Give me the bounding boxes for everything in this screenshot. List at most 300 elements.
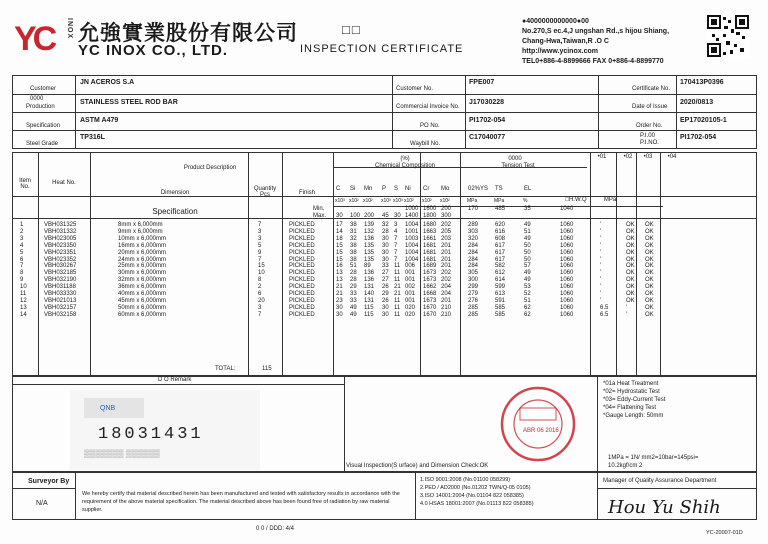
table-cell-hw: 1060 bbox=[560, 242, 574, 249]
table-cell-qty: 7 bbox=[258, 256, 262, 263]
form-code: YC-20007-01D bbox=[706, 530, 743, 536]
grade-label: Steel Grade bbox=[26, 141, 59, 147]
table-cell-si: 33 bbox=[350, 297, 357, 304]
table-cell-k: ' bbox=[600, 235, 602, 242]
unit-header: MPa bbox=[467, 198, 478, 204]
table-cell-ts: 599 bbox=[495, 284, 506, 291]
product-description-header: Product Description bbox=[183, 165, 237, 171]
qr-code-icon bbox=[706, 14, 750, 58]
table-cell-hw: 1060 bbox=[560, 249, 574, 256]
table-column-rule bbox=[38, 152, 39, 376]
notes: *01a Heat Treatment *02= Hydrostatic Test *03= Eddy-Current Test *04= Flattening Test *Gauge Length: 50mm bbox=[603, 381, 666, 419]
table-cell-k: ' bbox=[600, 277, 602, 284]
table-cell-c: 14 bbox=[336, 228, 343, 235]
table-cell-finish: PICKLED bbox=[289, 270, 315, 277]
order-no-value: EP17020105-1 bbox=[680, 117, 727, 124]
table-cell-el: 53 bbox=[524, 284, 531, 291]
table-cell-no: 5 bbox=[20, 249, 24, 256]
table-cell-el: 51 bbox=[524, 228, 531, 235]
table-cell-ys: 300 bbox=[468, 277, 479, 284]
table-cell-ni: 002 bbox=[405, 284, 416, 291]
table-cell-ys: 284 bbox=[468, 256, 479, 263]
table-cell-hw: 1060 bbox=[560, 222, 574, 228]
unit-header: x10² bbox=[349, 198, 359, 204]
card-text: ▒▒▒▒▒▒▒ ▒▒▒▒▒▒ bbox=[84, 449, 160, 458]
table-cell-ni: 006 bbox=[405, 263, 416, 270]
table-cell-z: OK bbox=[645, 263, 654, 270]
table-cell-ys: 284 bbox=[468, 242, 479, 249]
company-logo: YC bbox=[14, 20, 54, 58]
table-cell-qty: 9 bbox=[258, 249, 262, 256]
table-cell-r: OK bbox=[626, 263, 635, 270]
table-cell-cr: 1663 bbox=[423, 228, 437, 235]
table-cell-cr: 1668 bbox=[423, 291, 437, 297]
production-value: STAINLESS STEEL ROD BAR bbox=[80, 99, 178, 106]
waybill-label: Waybill No. bbox=[410, 141, 441, 147]
table-cell-p: 26 bbox=[382, 297, 389, 304]
table-cell-p: 30 bbox=[382, 304, 389, 311]
table-cell-hw: 1060 bbox=[560, 263, 574, 270]
test-code-header: •01 bbox=[597, 154, 607, 160]
table-cell-no: 1 bbox=[20, 222, 24, 228]
table-column-rule bbox=[590, 152, 591, 376]
card-number: 18031431 bbox=[98, 425, 204, 444]
tension-code: 0000 bbox=[508, 156, 522, 162]
table-cell-finish: PICKLED bbox=[289, 222, 315, 228]
spec-min-value: 1600 bbox=[423, 206, 437, 212]
table-cell-qty: 7 bbox=[258, 222, 262, 228]
table-cell-ys: 303 bbox=[468, 228, 479, 235]
tension-test-header: Tension Test bbox=[501, 163, 535, 169]
dimension-header: Dimension bbox=[160, 190, 190, 196]
table-cell-mo: 203 bbox=[441, 235, 452, 242]
table-cell-s: 7 bbox=[394, 256, 398, 263]
element-header: Mn bbox=[364, 186, 373, 192]
table-cell-hw: 1060 bbox=[560, 284, 574, 291]
company-address: ●4000000000000●00 No.270,S ec.4,J ungshan Rd.,s hijou Shiang, Chang-Hwa,Taiwan,R .O C http://www.ycinox.com TEL0+886-4-8899666 FAX 0+886-4-8899770 bbox=[522, 18, 670, 65]
table-cell-heat: VBH031325 bbox=[44, 222, 77, 228]
table-cell-ni: 1004 bbox=[405, 222, 419, 228]
table-cell-ni: 001 bbox=[405, 277, 416, 284]
table-cell-mo: 201 bbox=[441, 263, 452, 270]
table-cell-dim: 25mm x 6,000mm bbox=[118, 263, 167, 270]
table-cell-ni: 1004 bbox=[405, 249, 419, 256]
table-cell-mn: 136 bbox=[364, 235, 375, 242]
table-cell-z: OK bbox=[645, 291, 654, 297]
table-cell-dim: 30mm x 6,000mm bbox=[118, 270, 167, 277]
spec-max-value: 30 bbox=[336, 213, 343, 219]
table-cell-hw: 1060 bbox=[560, 235, 574, 242]
table-cell-k: ' bbox=[600, 242, 602, 249]
table-column-rule bbox=[90, 152, 91, 376]
table-cell-cr: 1661 bbox=[423, 235, 437, 242]
table-cell-dim: 36mm x 6,000mm bbox=[118, 284, 167, 291]
table-cell-c: 18 bbox=[336, 235, 343, 242]
table-cell-dim: 10mm x 6,000mm bbox=[118, 235, 167, 242]
table-cell-ts: 617 bbox=[495, 242, 506, 249]
table-cell-dim: 60mm x 6,000mm bbox=[118, 311, 167, 318]
spec-max-value: 100 bbox=[350, 213, 361, 219]
table-cell-hw: 1060 bbox=[560, 277, 574, 284]
table-cell-p: 30 bbox=[382, 242, 389, 249]
pi-no-value: PI1702-054 bbox=[680, 134, 717, 141]
table-cell-k: 6.5 bbox=[600, 311, 609, 318]
table-cell-mo: 205 bbox=[441, 228, 452, 235]
table-cell-no: 7 bbox=[20, 263, 24, 270]
table-cell-heat: VBH030267 bbox=[44, 263, 77, 270]
table-cell-el: 49 bbox=[524, 222, 531, 228]
spec-max-value: 45 bbox=[382, 213, 389, 219]
table-cell-heat: VBH031332 bbox=[44, 228, 77, 235]
table-cell-c: 13 bbox=[336, 277, 343, 284]
table-cell-el: 62 bbox=[524, 304, 531, 311]
table-cell-heat: VBH033330 bbox=[44, 291, 77, 297]
table-cell-si: 38 bbox=[350, 249, 357, 256]
table-column-rule bbox=[333, 152, 334, 376]
table-cell-ni: 001 bbox=[405, 297, 416, 304]
table-cell-z: OK bbox=[645, 270, 654, 277]
spec-max-value: 300 bbox=[441, 213, 452, 219]
table-cell-hw: 1060 bbox=[560, 270, 574, 277]
table-cell-p: 30 bbox=[382, 235, 389, 242]
table-cell-no: 4 bbox=[20, 242, 24, 249]
quantity-header: Quantity Pcs bbox=[253, 186, 277, 198]
table-cell-z: OK bbox=[645, 235, 654, 242]
table-cell-si: 32 bbox=[350, 235, 357, 242]
table-cell-finish: PICKLED bbox=[289, 291, 315, 297]
table-cell-finish: PICKLED bbox=[289, 311, 315, 318]
table-cell-finish: PICKLED bbox=[289, 228, 315, 235]
spec-max-label: Max. bbox=[313, 213, 327, 219]
certify-statement: We hereby certify that material described herein has been manufactured and tested with satisfactory results in accordance with the requirement of the above material specification. The material described above has been found free of radiation by raw material supplier. bbox=[82, 491, 400, 513]
table-cell-qty: 20 bbox=[258, 297, 265, 304]
table-cell-p: 27 bbox=[382, 270, 389, 277]
table-cell-heat: VBH031188 bbox=[44, 284, 76, 291]
table-cell-k: ' bbox=[600, 291, 602, 297]
table-cell-no: 13 bbox=[20, 304, 27, 311]
table-cell-k: ' bbox=[600, 263, 602, 270]
element-header: P bbox=[382, 186, 387, 192]
element-header: C bbox=[336, 186, 341, 192]
table-cell-si: 33 bbox=[350, 291, 357, 297]
element-header: Cr bbox=[423, 186, 430, 192]
table-cell-p: 32 bbox=[382, 222, 389, 228]
test-sub-header: MPa bbox=[603, 197, 617, 203]
table-cell-qty: 5 bbox=[258, 242, 262, 249]
table-cell-s: 11 bbox=[394, 277, 401, 284]
table-cell-p: 28 bbox=[382, 228, 389, 235]
heat-no-header: Heat No. bbox=[52, 180, 76, 186]
logo-inox-text: INOX bbox=[66, 18, 73, 40]
company-name-cn: 允強實業股份有限公司 bbox=[78, 20, 298, 45]
table-cell-mo: 204 bbox=[441, 291, 452, 297]
table-cell-ys: 285 bbox=[468, 311, 479, 318]
element-header: EL bbox=[524, 186, 532, 192]
unit-header: MPa bbox=[494, 198, 505, 204]
invoice-label: Commercial Invoice No. bbox=[396, 104, 460, 110]
table-cell-mo: 202 bbox=[441, 277, 452, 284]
table-cell-p: 33 bbox=[382, 263, 389, 270]
table-cell-ni: 1003 bbox=[405, 235, 419, 242]
table-cell-dim: 24mm x 6,000mm bbox=[118, 256, 167, 263]
table-cell-mo: 201 bbox=[441, 249, 452, 256]
table-cell-ts: 585 bbox=[495, 304, 506, 311]
table-cell-mn: 115 bbox=[364, 304, 374, 311]
spec-min-value: 35 bbox=[524, 206, 531, 212]
table-cell-el: 50 bbox=[524, 249, 531, 256]
table-cell-el: 49 bbox=[524, 270, 531, 277]
certificate-title: INSPECTION CERTIFICATE bbox=[300, 43, 464, 55]
table-cell-c: 15 bbox=[336, 249, 343, 256]
test-code-header: •02 bbox=[623, 154, 633, 160]
table-cell-r: OK bbox=[626, 277, 635, 284]
unit-header: x10² bbox=[440, 198, 450, 204]
table-cell-s: 3 bbox=[394, 222, 398, 228]
table-cell-finish: PICKLED bbox=[289, 235, 315, 242]
table-cell-ys: 289 bbox=[468, 222, 479, 228]
chemical-composition-header: (%) Chemical Composition bbox=[374, 156, 436, 169]
table-cell-c: 17 bbox=[336, 222, 343, 228]
table-cell-r: OK bbox=[626, 256, 635, 263]
customer-value: JN ACEROS S.A bbox=[80, 79, 135, 86]
table-cell-dim: 50mm x 6,000mm bbox=[118, 304, 167, 311]
table-cell-z: OK bbox=[645, 297, 654, 304]
table-cell-heat: VBH032157 bbox=[44, 304, 77, 311]
table-cell-s: 4 bbox=[394, 228, 398, 235]
table-cell-z: OK bbox=[645, 277, 654, 284]
table-cell-no: 9 bbox=[20, 277, 24, 284]
table-cell-cr: 1680 bbox=[423, 222, 437, 228]
invoice-value: J17030228 bbox=[469, 99, 505, 106]
pi-no-label: P.I.00 P.I.NO. bbox=[640, 133, 659, 146]
table-cell-cr: 1670 bbox=[423, 311, 437, 318]
table-cell-si: 51 bbox=[350, 263, 357, 270]
table-cell-c: 30 bbox=[336, 311, 343, 318]
table-cell-si: 38 bbox=[350, 256, 357, 263]
table-column-rule bbox=[420, 152, 421, 376]
table-cell-no: 14 bbox=[20, 311, 27, 318]
title-boxes: □□ bbox=[342, 22, 362, 37]
item-no-header: Item No. bbox=[19, 178, 31, 190]
specification-label: Specification bbox=[26, 123, 61, 129]
table-cell-qty: 10 bbox=[258, 270, 265, 277]
element-header: Mo bbox=[441, 186, 450, 192]
table-cell-c: 15 bbox=[336, 256, 343, 263]
table-cell-s: 11 bbox=[394, 263, 401, 270]
waybill-value: C17040077 bbox=[469, 134, 506, 141]
table-cell-ts: 591 bbox=[495, 297, 506, 304]
table-cell-dim: 9mm x 6,000mm bbox=[118, 228, 163, 235]
table-cell-c: 23 bbox=[336, 297, 343, 304]
table-cell-c: 30 bbox=[336, 304, 343, 311]
element-header: Si bbox=[350, 186, 356, 192]
spec-min-value: 170 bbox=[468, 206, 479, 212]
table-cell-p: 30 bbox=[382, 249, 389, 256]
element-header: TS bbox=[495, 186, 503, 192]
table-rule bbox=[12, 196, 757, 197]
table-cell-qty: 3 bbox=[258, 235, 262, 242]
table-cell-mo: 201 bbox=[441, 242, 452, 249]
table-cell-k: ' bbox=[600, 297, 602, 304]
total-value: 115 bbox=[262, 366, 272, 372]
table-cell-r: ' bbox=[626, 311, 628, 318]
table-cell-mn: 131 bbox=[364, 284, 375, 291]
table-cell-z: OK bbox=[645, 242, 654, 249]
table-cell-s: 11 bbox=[394, 270, 401, 277]
table-cell-k: ' bbox=[600, 228, 602, 235]
table-cell-finish: PICKLED bbox=[289, 284, 315, 291]
table-cell-ys: 299 bbox=[468, 284, 479, 291]
table-cell-ts: 620 bbox=[495, 222, 506, 228]
table-cell-ys: 305 bbox=[468, 270, 479, 277]
table-cell-ys: 284 bbox=[468, 263, 479, 270]
table-cell-k: ' bbox=[600, 284, 602, 291]
unit-header: x10² bbox=[404, 198, 414, 204]
table-column-rule bbox=[460, 152, 461, 376]
table-cell-si: 28 bbox=[350, 277, 357, 284]
table-cell-finish: PICKLED bbox=[289, 263, 315, 270]
table-cell-mn: 136 bbox=[364, 277, 375, 284]
table-cell-hw: 1060 bbox=[560, 228, 574, 235]
table-cell-cr: 1662 bbox=[423, 284, 437, 291]
table-cell-s: 7 bbox=[394, 242, 398, 249]
table-cell-hw: 1060 bbox=[560, 256, 574, 263]
table-cell-p: 30 bbox=[382, 256, 389, 263]
table-cell-p: 30 bbox=[382, 311, 389, 318]
table-cell-hw: 1060 bbox=[560, 311, 574, 318]
table-cell-mo: 202 bbox=[441, 222, 452, 228]
table-cell-mn: 135 bbox=[364, 242, 375, 249]
table-cell-s: 7 bbox=[394, 249, 398, 256]
table-cell-r: OK bbox=[626, 284, 635, 291]
test-code-header: •03 bbox=[643, 154, 653, 160]
table-cell-ni: 001 bbox=[405, 291, 416, 297]
specification-row-label: Specification bbox=[152, 207, 198, 216]
certificate-no-label: Certificate No. bbox=[632, 86, 671, 92]
qa-signature: Hou Yu Shih bbox=[608, 497, 721, 518]
table-cell-heat: VBH021013 bbox=[44, 297, 77, 304]
table-cell-heat: VBH032185 bbox=[44, 270, 77, 277]
spec-max-value: 30 bbox=[394, 213, 401, 219]
surveyor-label: Surveyor By bbox=[28, 478, 70, 485]
element-header: 02%YS bbox=[468, 186, 489, 192]
table-cell-finish: PICKLED bbox=[289, 256, 315, 263]
grade-value: TP316L bbox=[80, 134, 105, 141]
table-cell-no: 8 bbox=[20, 270, 24, 277]
table-cell-mn: 115 bbox=[364, 311, 374, 318]
table-cell-si: 28 bbox=[350, 270, 357, 277]
date-value: 2020/0813 bbox=[680, 99, 714, 106]
company-name-en: YC INOX CO., LTD. bbox=[78, 42, 229, 59]
element-header: Ni bbox=[405, 186, 411, 192]
table-cell-mo: 210 bbox=[441, 311, 452, 318]
unit-header: x10³ bbox=[335, 198, 345, 204]
table-cell-cr: 1681 bbox=[423, 242, 437, 249]
test-code-header: •04 bbox=[667, 154, 677, 160]
table-cell-ni: 020 bbox=[405, 304, 416, 311]
table-cell-el: 51 bbox=[524, 297, 531, 304]
po-value: PI1702-054 bbox=[469, 117, 506, 124]
table-cell-cr: 1681 bbox=[423, 249, 437, 256]
table-cell-p: 29 bbox=[382, 291, 389, 297]
table-cell-no: 6 bbox=[20, 256, 24, 263]
table-cell-ts: 617 bbox=[495, 256, 506, 263]
table-cell-s: 11 bbox=[394, 297, 401, 304]
unit-header: x10² bbox=[363, 198, 373, 204]
table-cell-finish: PICKLED bbox=[289, 249, 315, 256]
table-cell-r: OK bbox=[626, 270, 635, 277]
table-cell-finish: PICKLED bbox=[289, 297, 315, 304]
table-cell-no: 10 bbox=[20, 284, 27, 291]
table-cell-el: 50 bbox=[524, 242, 531, 249]
production-label: Production bbox=[26, 104, 55, 110]
unit-header: x10³ bbox=[393, 198, 403, 204]
table-cell-ni: 1001 bbox=[405, 228, 419, 235]
table-cell-z: OK bbox=[645, 304, 654, 311]
table-cell-finish: PICKLED bbox=[289, 277, 315, 284]
table-cell-ts: 582 bbox=[495, 263, 506, 270]
table-cell-el: 57 bbox=[524, 263, 531, 270]
specification-value: ASTM A479 bbox=[80, 117, 119, 124]
table-cell-finish: PICKLED bbox=[289, 242, 315, 249]
table-cell-ni: 1004 bbox=[405, 242, 419, 249]
table-cell-ys: 285 bbox=[468, 304, 479, 311]
table-cell-qty: 3 bbox=[258, 228, 262, 235]
table-cell-r: ' bbox=[626, 304, 628, 311]
table-cell-hw: 1060 bbox=[560, 291, 574, 297]
table-cell-s: 7 bbox=[394, 235, 398, 242]
table-cell-k: ' bbox=[600, 222, 602, 228]
table-cell-cr: 1670 bbox=[423, 304, 437, 311]
table-cell-ys: 284 bbox=[468, 249, 479, 256]
table-cell-ts: 585 bbox=[495, 311, 506, 318]
table-cell-el: 62 bbox=[524, 311, 531, 318]
spec-min-label: Min. bbox=[313, 206, 325, 212]
table-cell-mn: 136 bbox=[364, 270, 375, 277]
table-cell-c: 16 bbox=[336, 263, 343, 270]
remark-label: D O Remark bbox=[158, 377, 192, 383]
table-cell-mo: 201 bbox=[441, 256, 452, 263]
table-cell-c: 21 bbox=[336, 291, 343, 297]
table-cell-z: OK bbox=[645, 249, 654, 256]
table-cell-s: 21 bbox=[394, 284, 401, 291]
table-cell-s: 11 bbox=[394, 304, 401, 311]
table-cell-z: OK bbox=[645, 284, 654, 291]
certificate-no-value: 170413P0396 bbox=[680, 79, 724, 86]
unit-header: x10² bbox=[422, 198, 432, 204]
table-cell-ts: 613 bbox=[495, 291, 506, 297]
table-cell-k: ' bbox=[600, 256, 602, 263]
table-cell-r: OK bbox=[626, 242, 635, 249]
table-cell-p: 27 bbox=[382, 277, 389, 284]
unit-header: x10³ bbox=[381, 198, 391, 204]
table-cell-si: 49 bbox=[350, 304, 357, 311]
total-label: TOTAL: bbox=[215, 366, 236, 372]
table-cell-mo: 204 bbox=[441, 284, 452, 291]
po-label: PO No. bbox=[420, 123, 440, 129]
spec-min-value: 485 bbox=[495, 206, 506, 212]
table-cell-el: 52 bbox=[524, 291, 531, 297]
table-cell-ys: 279 bbox=[468, 291, 479, 297]
visual-inspection: Visual Inspection(S urface) and Dimension Check:OK bbox=[346, 463, 489, 469]
table-cell-cr: 1689 bbox=[423, 263, 437, 270]
table-cell-cr: 1673 bbox=[423, 270, 437, 277]
table-cell-s: 11 bbox=[394, 311, 401, 318]
order-no-label: Order No. bbox=[636, 123, 663, 129]
shipping-card-image bbox=[70, 390, 260, 470]
table-cell-r: OK bbox=[626, 297, 635, 304]
table-column-rule bbox=[636, 152, 637, 376]
